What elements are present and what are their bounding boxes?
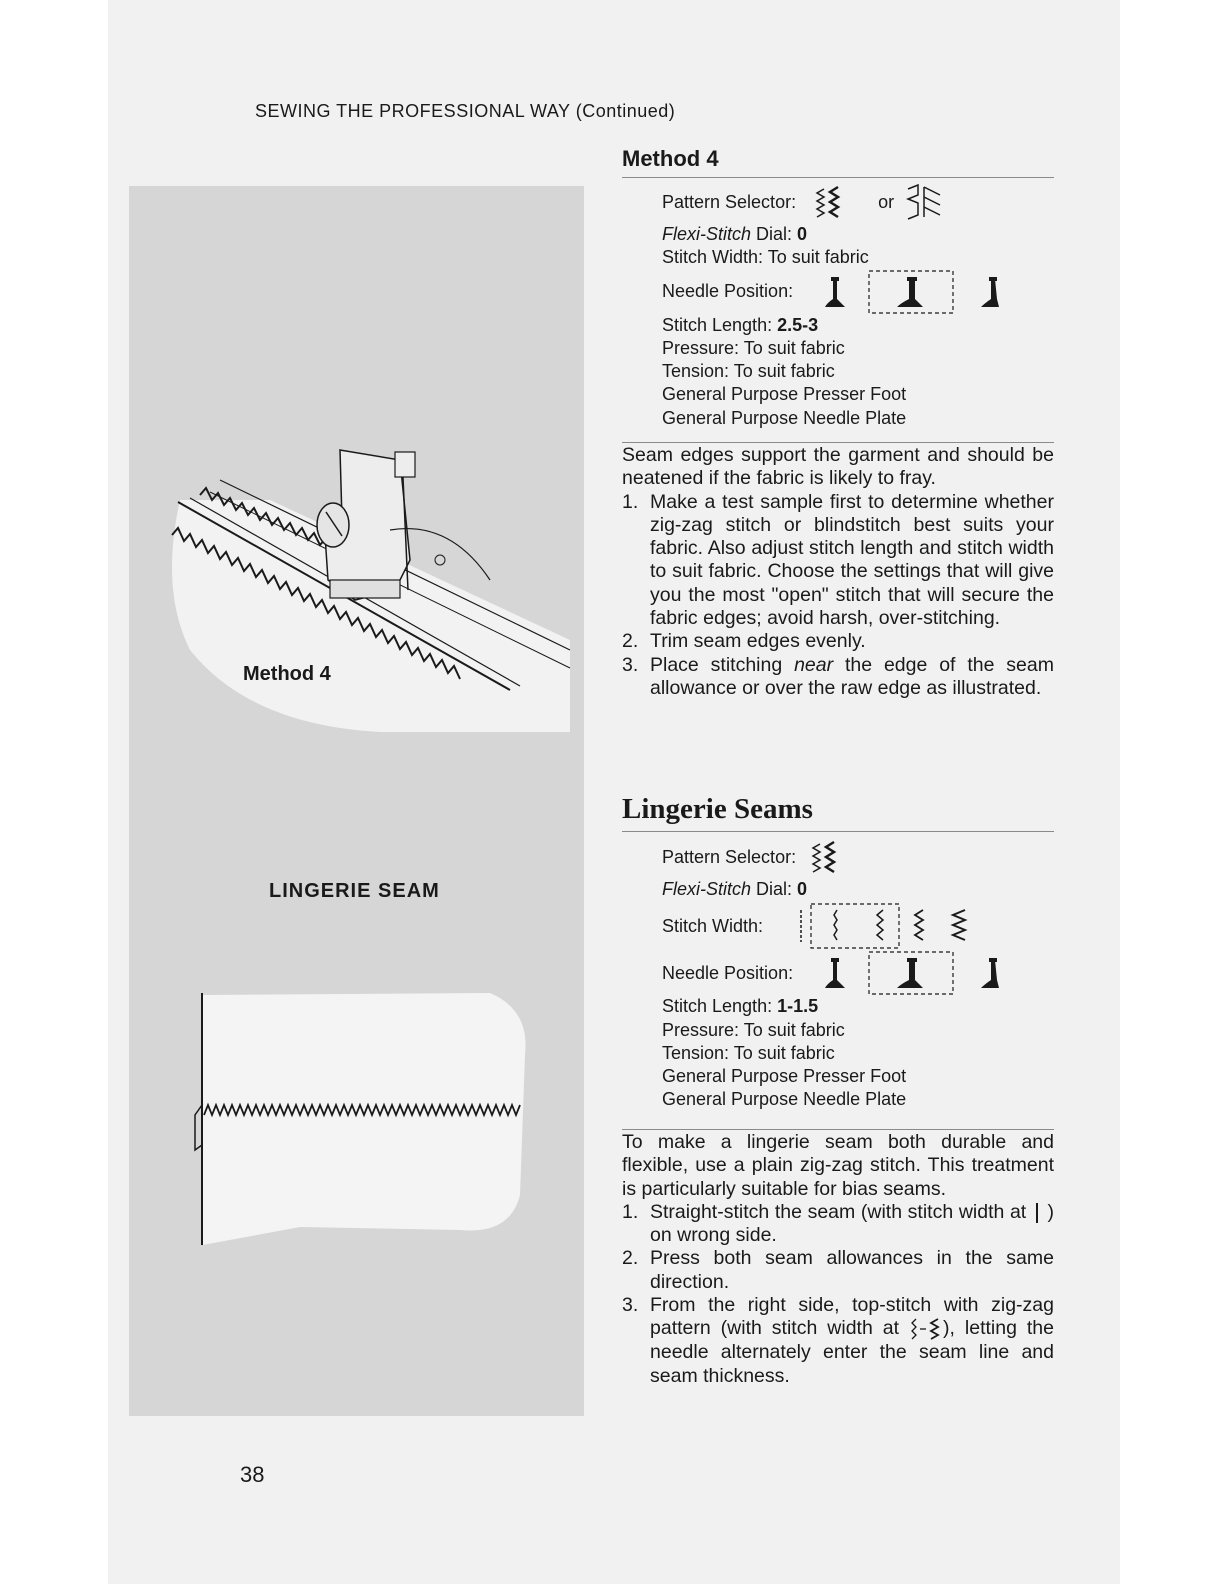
method4-pattern-selector <box>662 183 1054 223</box>
step-number: 2. <box>622 630 639 653</box>
lingerie-step-3 <box>622 1294 1054 1388</box>
flexi-dial-value: 0 <box>797 879 808 899</box>
pattern-selector-label: Pattern Selector: <box>662 192 797 213</box>
zigzag-pattern-icon <box>810 840 840 876</box>
straight-stitch-width-icon <box>1032 1202 1042 1224</box>
lingerie-steps <box>622 1201 1054 1388</box>
lingerie-pressure: Pressure: To suit fabric <box>662 1019 845 1040</box>
lingerie-tension: Tension: To suit fabric <box>662 1042 835 1063</box>
method4-settings <box>662 183 1054 430</box>
method4-presser-foot: General Purpose Presser Foot <box>662 384 907 405</box>
lingerie-body <box>622 1131 1054 1388</box>
step-number: 1. <box>622 490 639 513</box>
stitch-length-label: Stitch Length: <box>662 996 773 1017</box>
method4-step-3 <box>622 654 1054 701</box>
step-text: Press both seam allowances in the same direction. <box>650 1247 1054 1293</box>
step-text-before: From the right side, top-stitch with zig-zag pattern (with stitch width at <box>650 1294 1054 1340</box>
step-text-emphasis: near <box>794 653 834 676</box>
zigzag-pattern-icon <box>814 185 844 221</box>
stitch-width-label: Stitch Width: <box>662 915 764 936</box>
method4-body <box>622 444 1054 700</box>
page-number: 38 <box>240 1462 265 1487</box>
lingerie-step-2 <box>622 1247 1054 1294</box>
lingerie-pattern-selector <box>662 838 1054 878</box>
method4-tension: Tension: To suit fabric <box>662 361 835 382</box>
stitch-length-value: 2.5-3 <box>777 314 819 335</box>
method4-needle-position <box>662 270 1054 314</box>
or-text: or <box>878 192 895 213</box>
flexi-dial-suffix: Dial: <box>751 879 793 899</box>
step-text: Make a test sample first to determine whether zig-zag stitch or blindstitch best suits your fabric. Also adjust stitch length and stitch width to suit fabric. Choose the settings that will give you the most "open" stitch that will secure the fabric edges; avoid harsh, over-stitching. <box>650 490 1054 630</box>
flexi-stitch-label: Flexi-Stitch <box>662 224 752 244</box>
needle-position-label: Needle Position: <box>662 280 794 301</box>
method4-illustration <box>150 440 580 740</box>
method4-step-1 <box>622 491 1054 631</box>
flexi-dial-suffix: Dial: <box>751 224 793 244</box>
lingerie-settings <box>662 838 1054 1112</box>
flexi-stitch-label: Flexi-Stitch <box>662 879 752 899</box>
step-text-before: Place stitching <box>650 653 795 676</box>
step-text: Trim seam edges evenly. <box>650 630 866 653</box>
step-number: 2. <box>622 1247 639 1270</box>
lingerie-flexi-dial <box>662 878 1054 901</box>
needle-position-label: Needle Position: <box>662 962 794 983</box>
needle-positions-icon <box>823 950 1013 996</box>
lingerie-figure-label: LINGERIE SEAM <box>269 880 440 902</box>
step-text-after: ), letting the needle alternately enter the seam line and seam thickness. <box>650 1317 1054 1387</box>
step-number: 3. <box>622 1294 639 1317</box>
method4-heading: Method 4 <box>622 146 1054 178</box>
running-head: SEWING THE PROFESSIONAL WAY (Continued) <box>255 101 676 121</box>
method4-stitch-width: Stitch Width: To suit fabric <box>662 247 869 268</box>
stitch-length-value: 1-1.5 <box>777 996 819 1017</box>
method4-steps <box>622 491 1054 701</box>
step-text-before: Straight-stitch the seam (with stitch width at <box>650 1200 1032 1223</box>
method4-stitch-length <box>662 314 1054 337</box>
method4-pressure: Pressure: To suit fabric <box>662 337 845 358</box>
method4-flexi-dial <box>662 223 1054 246</box>
method4-settings-rule <box>622 442 1054 443</box>
lingerie-settings-rule <box>622 1129 1054 1130</box>
method4-figure-label: Method 4 <box>243 663 331 685</box>
pattern-selector-label: Pattern Selector: <box>662 847 797 868</box>
zigzag-width-range-icon <box>909 1317 943 1341</box>
step-text-after: the edge of the seam allowance or over the raw edge as illustrated. <box>650 653 1054 699</box>
step-number: 1. <box>622 1200 639 1223</box>
lingerie-heading: Lingerie Seams <box>622 793 1054 832</box>
needle-positions-icon <box>823 269 1013 315</box>
stitch-width-icons <box>797 902 977 950</box>
method4-step-2 <box>622 630 1054 653</box>
step-number: 3. <box>622 653 639 676</box>
lingerie-needle-plate: General Purpose Needle Plate <box>662 1089 907 1110</box>
lingerie-presser-foot: General Purpose Presser Foot <box>662 1066 907 1087</box>
flexi-dial-value: 0 <box>797 224 808 244</box>
lingerie-stitch-width <box>662 901 1054 951</box>
lingerie-step-1 <box>622 1201 1054 1248</box>
lingerie-seam-illustration <box>190 985 540 1255</box>
lingerie-intro: To make a lingerie seam both durable and flexible, use a plain zig-zag stitch. This treatment is particularly suitable for bias seams. <box>622 1131 1054 1200</box>
stitch-length-label: Stitch Length: <box>662 314 773 335</box>
method4-needle-plate: General Purpose Needle Plate <box>662 407 907 428</box>
step-text-after: ) on wrong side. <box>650 1200 1054 1247</box>
lingerie-needle-position <box>662 951 1054 995</box>
method4-intro: Seam edges support the garment and should be neatened if the fabric is likely to fray. <box>622 444 1054 490</box>
lingerie-stitch-length <box>662 995 1054 1018</box>
blindstitch-pattern-icon <box>904 183 944 223</box>
